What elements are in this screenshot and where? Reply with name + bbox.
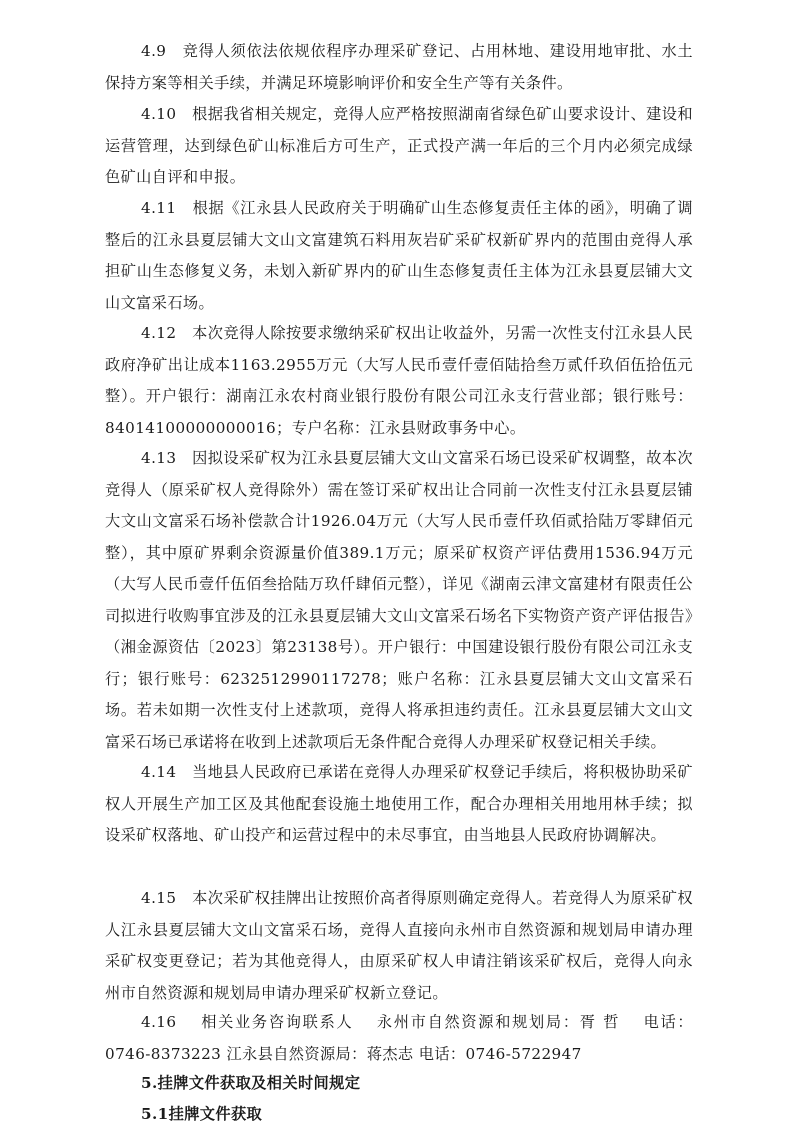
- section-5-1-heading: 5.1挂牌文件获取: [141, 1105, 263, 1123]
- clause-4-13: 4.13 因拟设采矿权为江永县夏层铺大文山文富采石场已设采矿权调整，故本次竞得人（原采矿权人竞得除外）需在签订采矿权出让合同前一次性支付江永县夏层铺大文山文富采石场补偿款合计1926.04万元（大写人民币壹仟玖佰贰拾陆万零肆佰元整），其中原矿界剩余资源量价值389.1万元；原采矿权资产评估费用1536.94万元（大写人民币壹仟伍佰叁拾陆万玖仟肆佰元整），详见《湖南云津文富建材有限责任公司拟进行收购事宜涉及的江永县夏层铺大文山文富采石场名下实物资产资产评估报告》（湘金源资估〔2023〕第23138号）。开户银行：中国建设银行股份有限公司江永支行；银行账号：6232512990117278；账户名称：江永县夏层铺大文山文富采石场。若未如期一次性支付上述款项，竞得人将承担违约责任。江永县夏层铺大文山文富采石场已承诺将在收到上述款项后无条件配合竞得人办理采矿权登记相关手续。: [105, 449, 693, 751]
- clause-4-15: 4.15 本次采矿权挂牌出让按照价高者得原则确定竞得人。若竞得人为原采矿权人江永县夏层铺大文山文富采石场，竞得人直接向永州市自然资源和规划局申请办理采矿权变更登记；若为其他竞得人，由原采矿权人申请注销该采矿权后，竞得人向永州市自然资源和规划局申请办理采矿权新立登记。: [105, 889, 693, 1002]
- clause-4-11: 4.11 根据《江永县人民政府关于明确矿山生态修复责任主体的函》，明确了调整后的江永县夏层铺大文山文富建筑石料用灰岩矿采矿权新矿界内的范围由竞得人承担矿山生态修复义务，未划入新矿界内的矿山生态修复责任主体为江永县夏层铺大文山文富采石场。: [105, 199, 693, 312]
- clause-4-16-contacts: 4.16 相关业务咨询联系人 永州市自然资源和规划局：胥 哲 电话：0746-8373223 江永县自然资源局：蒋杰志 电话：0746-5722947: [105, 1013, 693, 1063]
- clause-4-10: 4.10 根据我省相关规定，竞得人应严格按照湖南省绿色矿山要求设计、建设和运营管理，达到绿色矿山标准后方可生产，正式投产满一年后的三个月内必须完成绿色矿山自评和申报。: [105, 105, 693, 186]
- section-5-heading: 5.挂牌文件获取及相关时间规定: [141, 1074, 361, 1092]
- clause-4-14: 4.14 当地县人民政府已承诺在竞得人办理采矿权登记手续后，将积极协助采矿权人开展生产加工区及其他配套设施土地使用工作，配合办理相关用地用林手续；拟设采矿权落地、矿山投产和运营过程中的未尽事宜，由当地县人民政府协调解决。: [105, 763, 693, 844]
- clause-4-9: 4.9 竞得人须依法依规依程序办理采矿登记、占用林地、建设用地审批、水土保持方案等相关手续，并满足环境影响评价和安全生产等有关条件。: [105, 42, 693, 92]
- clause-4-12: 4.12 本次竞得人除按要求缴纳采矿权出让收益外，另需一次性支付江永县人民政府净矿出让成本1163.2955万元（大写人民币壹仟壹佰陆拾叁万贰仟玖佰伍拾伍元整）。开户银行：湖南江永农村商业银行股份有限公司江永支行营业部；银行账号：84014100000000016；专户名称：江永县财政事务中心。: [105, 324, 693, 437]
